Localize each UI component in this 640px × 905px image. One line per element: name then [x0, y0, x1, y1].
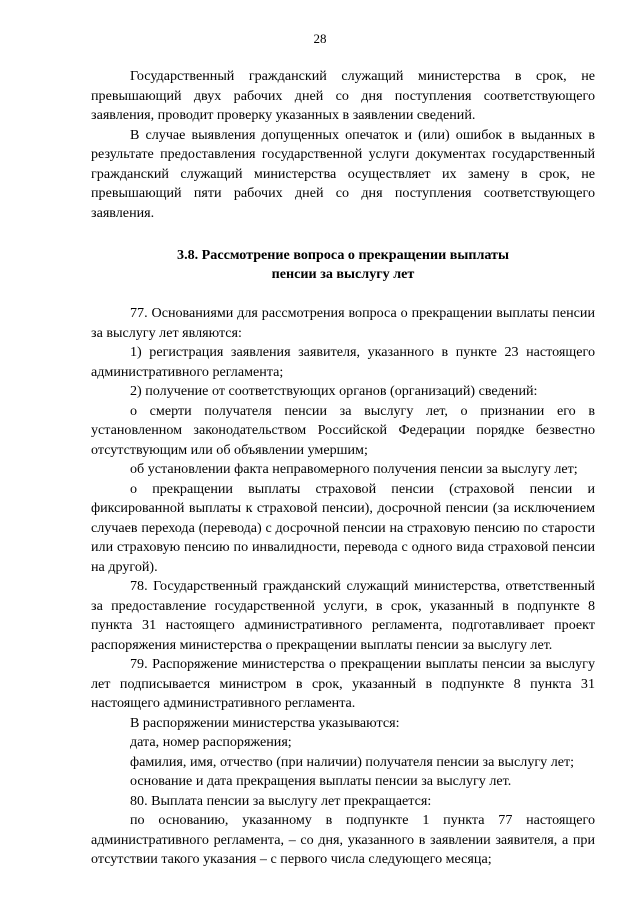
- paragraph: 78. Государственный гражданский служащий министерства, ответственный за предоставление государственной услуги, в срок, указанный в подпункте 8 пункта 31 настоящего административного регламента, подготавливает проект распоряжения министерства о прекращении выплаты пенсии за выслугу лет.: [91, 578, 595, 653]
- section-heading: [91, 246, 595, 284]
- paragraph: дата, номер распоряжения;: [130, 734, 292, 750]
- paragraph: о прекращении выплаты страховой пенсии (страховой пенсии и фиксированной выплаты к страховой пенсии), досрочной пенсии (за исключением случаев перехода (перевода) с досрочной пенсии на страховую пенсию по старости или страховую пенсию по инвалидности, перевода с одного вида страховой пенсии на другой).: [91, 480, 595, 575]
- page-number: 28: [313, 31, 327, 46]
- paragraph: Государственный гражданский служащий министерства в срок, не превышающий двух рабочих дней со дня поступления соответствующего заявления, проводит проверку указанных в заявлении сведений.: [91, 68, 595, 123]
- paragraph: 80. Выплата пенсии за выслугу лет прекращается:: [130, 792, 432, 809]
- paragraph: 1) регистрация заявления заявителя, указанного в пункте 23 настоящего административного регламента;: [91, 344, 595, 380]
- paragraph: по основанию, указанному в подпункте 1 пункта 77 настоящего административного регламента, – со дня, указанного в заявлении заявителя, а при отсутствии такого указания – с первого числа следующего месяца;: [91, 812, 595, 867]
- paragraph: В случае выявления допущенных опечаток и (или) ошибок в выданных в результате предоставления государственной услуги документах государственный гражданский служащий министерства осуществляет их замену в срок, не превышающий пяти рабочих дней со дня поступления соответствующего заявления.: [91, 126, 595, 221]
- paragraph: фамилия, имя, отчество (при наличии) получателя пенсии за выслугу лет;: [130, 753, 575, 770]
- paragraph: В распоряжении министерства указываются:: [130, 714, 400, 731]
- section-heading-line: 3.8. Рассмотрение вопроса о прекращении выплаты: [177, 247, 509, 263]
- paragraph: об установлении факта неправомерного получения пенсии за выслугу лет;: [130, 461, 578, 477]
- document-body: [91, 67, 595, 870]
- paragraph: 2) получение от соответствующих органов (организаций) сведений:: [130, 383, 538, 399]
- paragraph: 79. Распоряжение министерства о прекращении выплаты пенсии за выслугу лет подписывается министром в срок, указанный в подпункте 8 пункта 31 настоящего административного регламента.: [91, 656, 595, 711]
- paragraph: о смерти получателя пенсии за выслугу лет, о признании его в установленном законодательством Российской Федерации порядке безвестно отсутствующим или об объявлении умершим;: [91, 402, 595, 458]
- paragraph: основание и дата прекращения выплаты пенсии за выслугу лет.: [130, 773, 512, 789]
- section-heading-line: пенсии за выслугу лет: [271, 266, 415, 282]
- paragraph: 77. Основаниями для рассмотрения вопроса о прекращении выплаты пенсии за выслугу лет являются:: [91, 305, 595, 341]
